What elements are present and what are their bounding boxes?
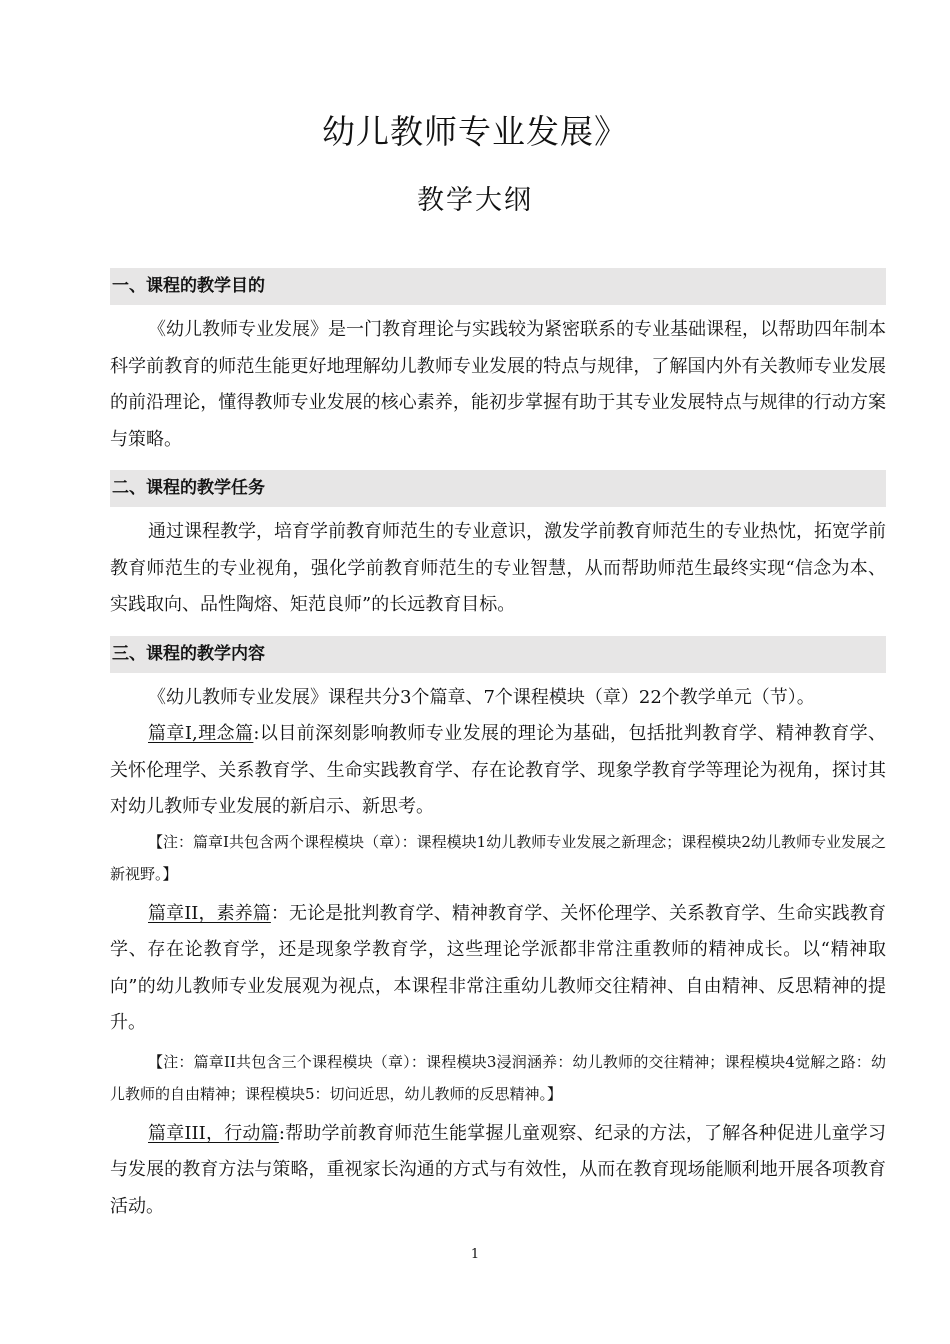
page-number: 1 xyxy=(470,1247,480,1262)
document-subtitle: 教学大纲 xyxy=(417,185,533,216)
content-intro: 《幼儿教师专业发展》课程共分3个篇章、7个课程模块（章）22个教学单元（节）。 xyxy=(148,686,815,708)
part-2-text: ：无论是批判教育学、精神教育学、关怀伦理学、关系教育学、生命实践教育学、存在论教育学，还是现象学教育学，这些理论学派都非常注重教师的精神成长。以“精神取向”的幼儿教师专业发展观为视点，本课程非常注重幼儿教师交往精神、自由精神、反思精神的提升。 xyxy=(110,902,886,1033)
section-heading-content: 三、课程的教学内容 xyxy=(110,636,886,673)
part-2-label: 篇章II，素养篇 xyxy=(148,902,271,924)
part-1-note: 【注：篇章I共包含两个课程模块（章）：课程模块1幼儿教师专业发展之新理念；课程模块2幼儿教师专业发展之新视野。】 xyxy=(110,832,886,883)
document-body xyxy=(110,268,886,1225)
part-1-label: 篇章I,理念篇 xyxy=(148,723,254,744)
part-3-text: :帮助学前教育师范生能掌握儿童观察、纪录的方法，了解各种促进儿童学习与发展的教育方法与策略，重视家长沟通的方式与有效性，从而在教育现场能顺利地开展各项教育活动。 xyxy=(110,1122,886,1217)
part-1-paragraph xyxy=(110,716,886,826)
section-purpose-text: 《幼儿教师专业发展》是一门教育理论与实践较为紧密联系的专业基础课程，以帮助四年制本科学前教育的师范生能更好地理解幼儿教师专业发展的特点与规律，了解国内外有关教师专业发展的前沿理论，懂得教师专业发展的核心素养，能初步掌握有助于其专业发展特点与规律的行动方案与策略。 xyxy=(110,319,886,450)
part-3-label: 篇章III，行动篇 xyxy=(148,1122,279,1144)
part-2-note: 【注：篇章II共包含三个课程模块（章）：课程模块3浸润涵养：幼儿教师的交往精神；课程模块4觉解之路：幼儿教师的自由精神；课程模块5：切问近思，幼儿教师的反思精神。】 xyxy=(110,1052,886,1103)
part-2-paragraph xyxy=(110,896,886,1042)
section-heading-tasks: 二、课程的教学任务 xyxy=(110,470,886,507)
section-heading-purpose: 一、课程的教学目的 xyxy=(110,268,886,305)
section-tasks-text: 通过课程教学，培育学前教育师范生的专业意识，激发学前教育师范生的专业热忱，拓宽学前教育师范生的专业视角，强化学前教育师范生的专业智慧，从而帮助师范生最终实现“信念为本、实践取向、品性陶熔、矩范良师”的长远教育目标。 xyxy=(110,521,886,615)
document-title: 幼儿教师专业发展》 xyxy=(322,112,628,151)
part-1-text: :以目前深刻影响教师专业发展的理论为基础，包括批判教育学、精神教育学、关怀伦理学、关系教育学、生命实践教育学、存在论教育学、现象学教育学等理论为视角，探讨其对幼儿教师专业发展的新启示、新思考。 xyxy=(110,723,886,817)
part-3-paragraph xyxy=(110,1116,886,1226)
